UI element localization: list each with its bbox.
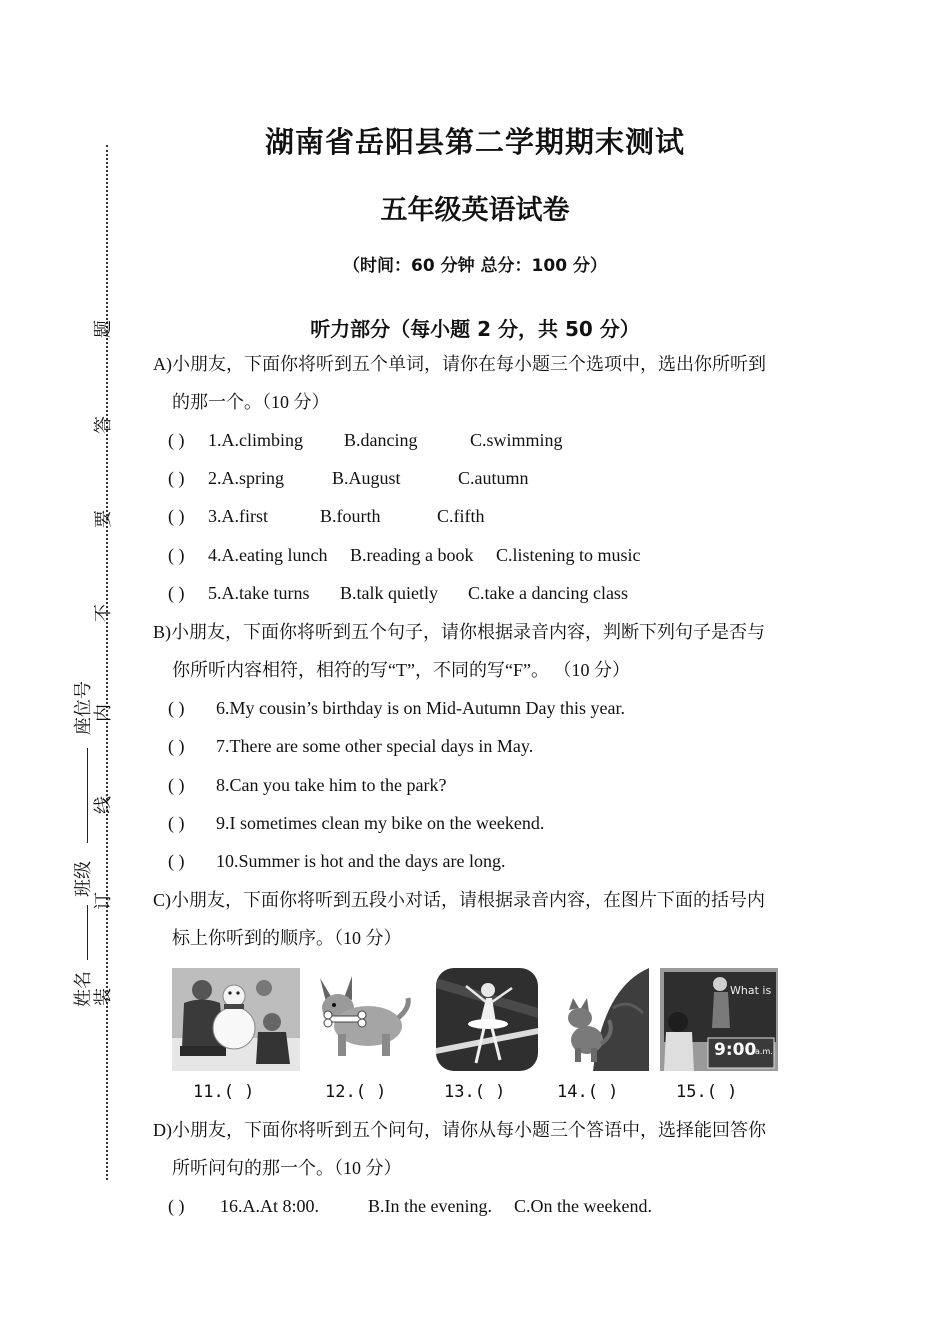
section-c-instruction-cont: 标上你听到的顺序。（10 分） bbox=[172, 928, 402, 948]
picture-label-13[interactable]: 13.( ) bbox=[444, 1082, 506, 1102]
name-label: 姓名 bbox=[73, 971, 94, 1007]
clock-time: 9:00 bbox=[714, 1040, 757, 1060]
exam-subtitle: 五年级英语试卷 bbox=[380, 195, 570, 226]
seal-char: 题 bbox=[93, 320, 114, 338]
option-b: B.dancing bbox=[344, 430, 418, 450]
question-row bbox=[168, 504, 485, 528]
section-c-instruction: C)小朋友，下面你将听到五段小对话，请根据录音内容，在图片下面的括号内 bbox=[153, 890, 765, 910]
section-b-instruction-cont: 你所听内容相符，相符的写“T”，不同的写“F”。 （10 分） bbox=[172, 660, 630, 680]
option-c: C.swimming bbox=[470, 430, 563, 450]
question-row bbox=[168, 428, 563, 452]
option-c: C.autumn bbox=[458, 468, 529, 488]
binding-dotted-line bbox=[106, 145, 108, 1180]
answer-parentheses[interactable]: ( ) bbox=[168, 430, 185, 450]
statement: 7.There are some other special days in May. bbox=[216, 736, 534, 756]
option-b: B.August bbox=[332, 468, 401, 488]
seal-char: 要 bbox=[93, 510, 114, 528]
seal-char: 线 bbox=[93, 796, 114, 814]
seal-char: 内 bbox=[93, 704, 114, 722]
statement: 6.My cousin’s birthday is on Mid-Autumn Day this year. bbox=[216, 698, 625, 718]
statement: 10.Summer is hot and the days are long. bbox=[216, 851, 506, 871]
question-row bbox=[168, 773, 446, 797]
class-label: 班级 bbox=[73, 861, 94, 897]
option-b: B.fourth bbox=[320, 506, 381, 526]
question-row bbox=[168, 543, 641, 567]
answer-parentheses[interactable]: ( ) bbox=[168, 583, 185, 603]
picture-dog-bone bbox=[310, 968, 415, 1071]
question-row bbox=[168, 696, 625, 720]
exam-title: 湖南省岳阳县第二学期期末测试 bbox=[264, 125, 685, 159]
answer-parentheses[interactable]: ( ) bbox=[168, 468, 185, 488]
answer-parentheses[interactable]: ( ) bbox=[168, 698, 185, 718]
section-a-instruction-cont: 的那一个。（10 分） bbox=[172, 392, 330, 412]
answer-parentheses[interactable]: ( ) bbox=[168, 506, 185, 526]
board-text: What is bbox=[730, 984, 772, 997]
seal-char: 装 bbox=[93, 988, 114, 1006]
option-a: 16.A.At 8:00. bbox=[220, 1196, 319, 1216]
option-a: 4.A.eating lunch bbox=[208, 545, 328, 565]
picture-snowman bbox=[172, 968, 300, 1071]
section-d-instruction: D)小朋友，下面你将听到五个问句，请你从每小题三个答语中，选择能回答你 bbox=[153, 1120, 766, 1140]
seal-char: 不 bbox=[93, 604, 114, 622]
question-row bbox=[168, 581, 628, 605]
picture-cat bbox=[553, 968, 649, 1071]
question-row bbox=[168, 466, 529, 490]
picture-ballet-dancer bbox=[436, 968, 538, 1071]
answer-parentheses[interactable]: ( ) bbox=[168, 1196, 185, 1216]
section-b-instruction: B)小朋友，下面你将听到五个句子，请你根据录音内容，判断下列句子是否与 bbox=[153, 622, 765, 642]
answer-parentheses[interactable]: ( ) bbox=[168, 813, 185, 833]
option-b: B.In the evening. bbox=[368, 1196, 492, 1216]
seat-number-label: 座位号 bbox=[73, 681, 94, 735]
option-c: C.On the weekend. bbox=[514, 1196, 652, 1216]
option-a: 3.A.first bbox=[208, 506, 268, 526]
option-c: C.fifth bbox=[437, 506, 485, 526]
option-c: C.take a dancing class bbox=[468, 583, 628, 603]
option-a: 1.A.climbing bbox=[208, 430, 303, 450]
option-c: C.listening to music bbox=[496, 545, 641, 565]
seal-char: 答 bbox=[93, 416, 114, 434]
option-b: B.talk quietly bbox=[340, 583, 438, 603]
picture-classroom-clock bbox=[660, 968, 778, 1071]
exam-time-info: （时间：60 分钟 总分：100 分） bbox=[343, 256, 607, 276]
option-b: B.reading a book bbox=[350, 545, 474, 565]
class-blank[interactable] bbox=[87, 905, 89, 960]
answer-parentheses[interactable]: ( ) bbox=[168, 736, 185, 756]
picture-label-12[interactable]: 12.( ) bbox=[325, 1082, 387, 1102]
picture-label-15[interactable]: 15.( ) bbox=[676, 1082, 738, 1102]
question-row bbox=[168, 849, 505, 873]
answer-parentheses[interactable]: ( ) bbox=[168, 851, 185, 871]
section-d-instruction-cont: 所听问句的那一个。（10 分） bbox=[172, 1158, 402, 1178]
answer-parentheses[interactable]: ( ) bbox=[168, 775, 185, 795]
seat-number-blank[interactable] bbox=[87, 748, 89, 843]
option-a: 2.A.spring bbox=[208, 468, 284, 488]
question-row bbox=[168, 734, 533, 758]
seal-char: 订 bbox=[93, 892, 114, 910]
picture-label-14[interactable]: 14.( ) bbox=[557, 1082, 619, 1102]
question-row bbox=[168, 1194, 652, 1218]
question-row bbox=[168, 811, 544, 835]
section-a-instruction: A)小朋友，下面你将听到五个单词，请你在每小题三个选项中，选出你所听到 bbox=[153, 354, 766, 374]
statement: 8.Can you take him to the park? bbox=[216, 775, 447, 795]
listening-heading: 听力部分（每小题 2 分，共 50 分） bbox=[310, 317, 640, 341]
picture-label-11[interactable]: 11.( ) bbox=[193, 1082, 255, 1102]
option-a: 5.A.take turns bbox=[208, 583, 310, 603]
clock-suffix: a.m. bbox=[755, 1047, 773, 1056]
statement: 9.I sometimes clean my bike on the weekend. bbox=[216, 813, 545, 833]
answer-parentheses[interactable]: ( ) bbox=[168, 545, 185, 565]
